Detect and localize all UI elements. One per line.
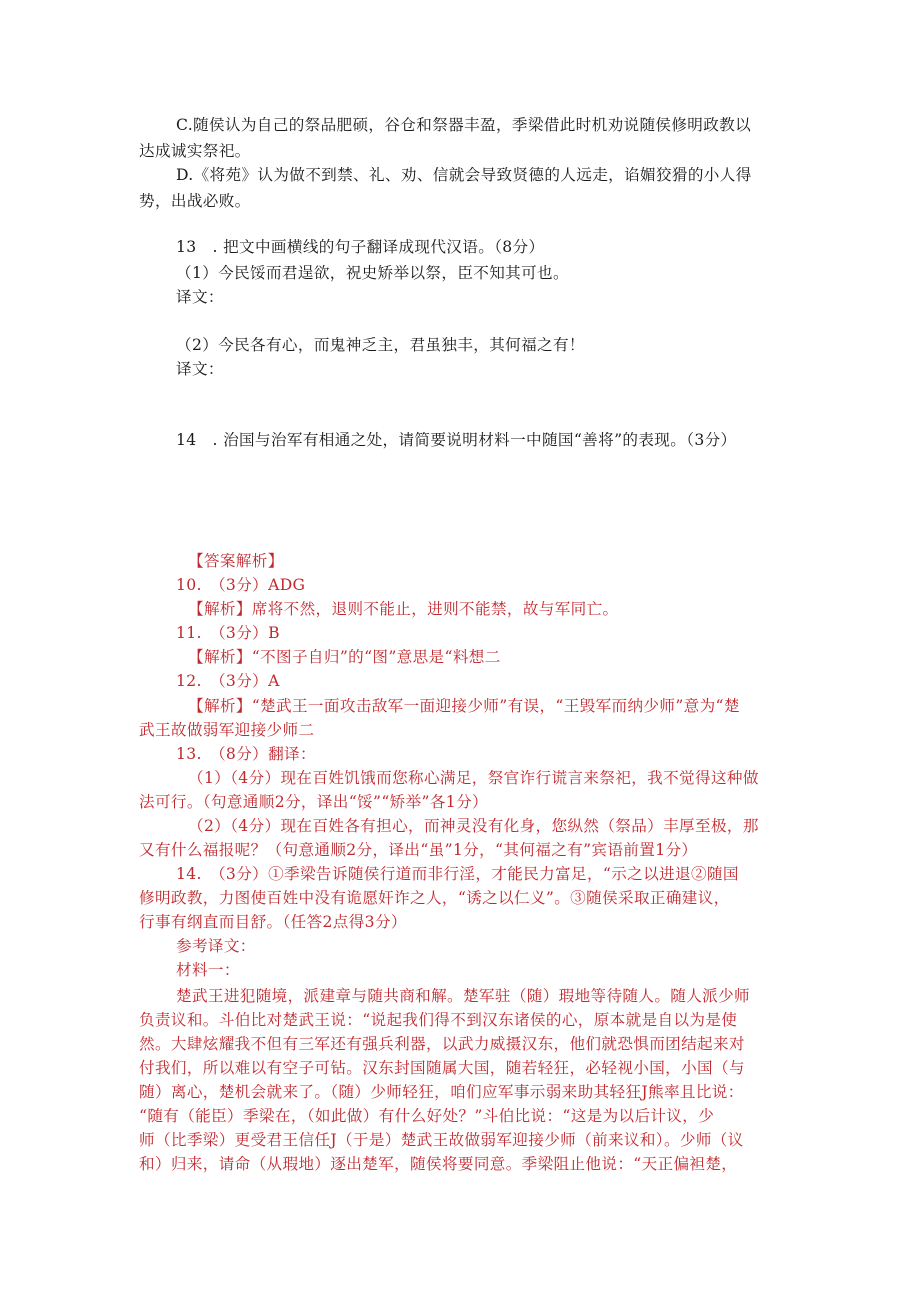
answer-10: 10. （3分）ADG bbox=[176, 576, 306, 594]
answer-12-explanation-line1: 【解析】“楚武王一面攻击敌军一面迎接少师”有误，“王毁军而纳少师”意为“楚 bbox=[188, 697, 740, 715]
question-13-1-answer-label: 译文： bbox=[176, 288, 224, 306]
option-d-line2: 势，出战必败。 bbox=[139, 192, 251, 210]
answer-13-1-line1: （1）（4分）现在百姓饥饿而您称心满足，祭官诈行谎言来祭祀，我不觉得这种做 bbox=[188, 769, 759, 787]
translation-line1: 楚武王进犯随境，派建章与随共商和解。楚军驻（随）瑕地等待随人。随人派少师 bbox=[176, 987, 750, 1005]
translation-line4: 付我们，所以难以有空子可钻。汉东封国随属大国，随若轻狂，必轻视小国，小国（与 bbox=[139, 1059, 745, 1077]
question-13-2: （2）今民各有心，而鬼神乏主，君虽独丰，其何福之有！ bbox=[176, 336, 585, 354]
answer-14-line1: 14. （3分）①季梁告诉随侯行道而非行淫，才能民力富足，“示之以进退②随国 bbox=[176, 865, 739, 883]
question-13-1: （1）今民馁而君逞欲，祝史矫举以祭，臣不知其可也。 bbox=[176, 264, 569, 282]
question-13: 13 . 把文中画横线的句子翻译成现代汉语。（8分） bbox=[176, 238, 545, 256]
answer-13: 13. （8分）翻译： bbox=[176, 745, 316, 763]
answer-14-line3: 行事有纲直而目舒。（任答2点得3分） bbox=[139, 913, 407, 931]
reference-translation-heading: 参考译文： bbox=[176, 937, 256, 955]
translation-line2: 负责议和。斗伯比对楚武王说：“说起我们得不到汉东诸侯的心，原本就是自以为是使 bbox=[139, 1011, 738, 1029]
translation-line8: 和）归来，请命（从瑕地）逐出楚军，随侯将要同意。季梁阻止他说：“天正偏袒楚， bbox=[139, 1155, 738, 1173]
question-13-2-answer-label: 译文： bbox=[176, 360, 224, 378]
translation-line5: 随）离心，楚机会就来了。（随）少师轻狂，咱们应军事示弱来助其轻狂J熊率且比说： bbox=[139, 1083, 744, 1101]
answer-12: 12. （3分）A bbox=[176, 672, 280, 690]
answer-13-2-line1: （2）（4分）现在百姓各有担心，而神灵没有化身，您纵然（祭品）丰厚至极，那 bbox=[188, 817, 759, 835]
answer-13-2-line2: 又有什么福报呢？（句意通顺2分，译出“虽”1分，“其何福之有”宾语前置1分） bbox=[139, 841, 698, 859]
answer-12-explanation-line2: 武王故做弱军迎接少师二 bbox=[139, 721, 315, 739]
translation-line6: “随有（能臣）季梁在，（如此做）有什么好处？”斗伯比说：“这是为以后计议，少 bbox=[139, 1107, 715, 1125]
option-c-line2: 达成诚实祭祀。 bbox=[139, 142, 251, 160]
option-c-line1: C.随侯认为自己的祭品肥硕，谷仓和祭器丰盈，季梁借此时机劝说随侯修明政教以 bbox=[176, 116, 752, 134]
answer-10-explanation: 【解析】席将不然，退则不能止，进则不能禁，故与军同亡。 bbox=[188, 600, 619, 618]
answer-11: 11. （3分）B bbox=[176, 624, 280, 642]
answer-13-1-line2: 法可行。（句意通顺2分，译出“馁”“矫举”各1分） bbox=[139, 793, 488, 811]
answer-11-explanation: 【解析】“不图子自归”的“图”意思是“料想二 bbox=[188, 648, 501, 666]
translation-line7: 师（比季梁）更受君王信任J（于是）楚武王故做弱军迎接少师（前来议和）。少师（议 bbox=[139, 1131, 744, 1149]
question-14: 14 . 治国与治军有相通之处，请简要说明材料一中随国“善将”的表现。（3分） bbox=[176, 431, 737, 449]
translation-line3: 然。大肆炫耀我不但有三军还有强兵利器，以武力威摄汉东，他们就恐惧而团结起来对 bbox=[139, 1035, 745, 1053]
material-one-label: 材料一： bbox=[176, 961, 240, 979]
answer-heading: 【答案解析】 bbox=[188, 552, 284, 570]
answer-14-line2: 修明政教，力图使百姓中没有诡愿奸诈之人，“诱之以仁义”。③随侯采取正确建议， bbox=[139, 889, 730, 907]
option-d-line1: D.《将苑》认为做不到禁、礼、劝、信就会导致贤德的人远走，谄媚狡猾的小人得 bbox=[176, 166, 752, 184]
